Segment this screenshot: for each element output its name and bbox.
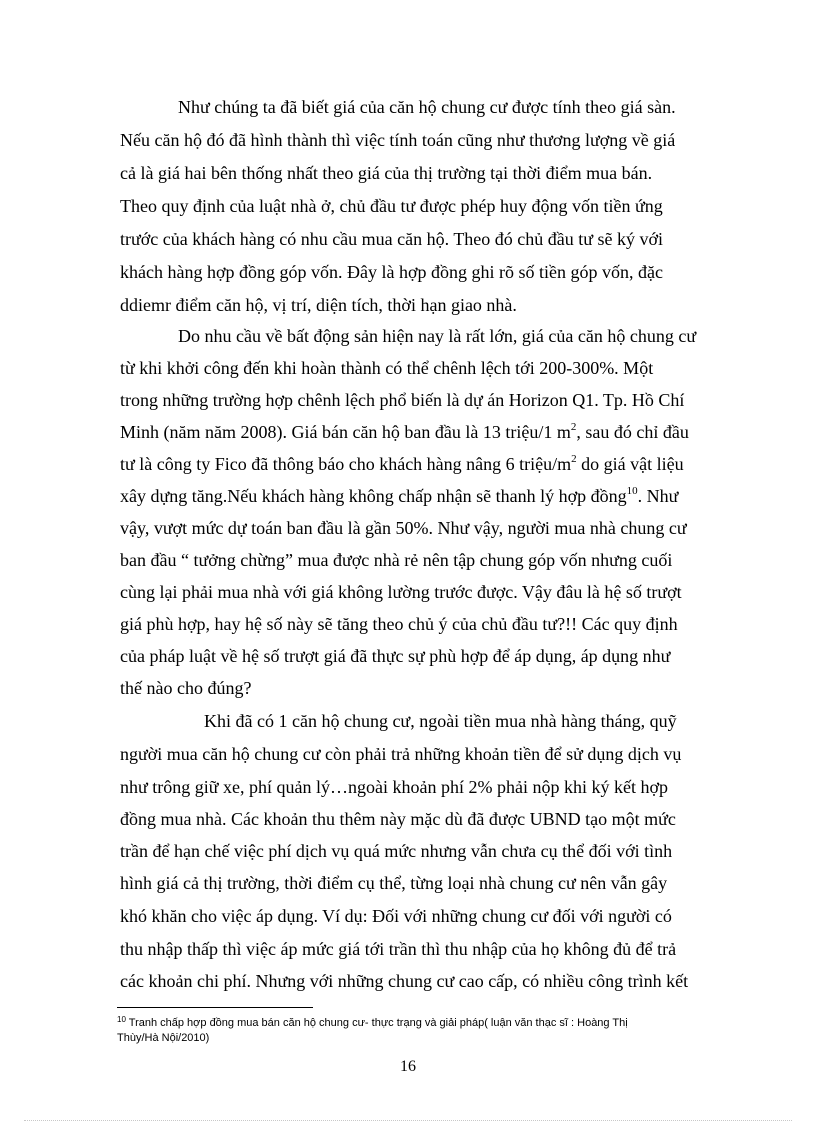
paragraph-1-line-5: trước của khách hàng có nhu cầu mua căn hộ. Theo đó chủ đầu tư sẽ ký với xyxy=(120,229,664,249)
footnote-separator xyxy=(117,1007,313,1008)
footnote xyxy=(117,1016,628,1030)
paragraph-3-line-7: khó khăn cho việc áp dụng. Ví dụ: Đối với những chung cư đối với người có xyxy=(120,906,672,926)
paragraph-3-line-5: trần để hạn chế việc phí dịch vụ quá mức nhưng vẫn chưa cụ thể đối với tình xyxy=(120,841,673,861)
paragraph-1-line-2: Nếu căn hộ đó đã hình thành thì việc tính toán cũng như thương lượng về giá xyxy=(120,130,676,150)
paragraph-3-line-4: đồng mua nhà. Các khoản thu thêm này mặc dù đã được UBND tạo một mức xyxy=(120,809,676,829)
paragraph-1-line-7: ddiemr điểm căn hộ, vị trí, diện tích, thời hạn giao nhà. xyxy=(120,295,517,315)
paragraph-2-line-12: thế nào cho đúng? xyxy=(120,678,252,698)
paragraph-3-line-2: người mua căn hộ chung cư còn phải trả những khoản tiền để sử dụng dịch vụ xyxy=(120,744,682,764)
superscript: 2 xyxy=(570,421,577,433)
paragraph-2-line-6: xây dựng tăng.Nếu khách hàng không chấp nhận sẽ thanh lý hợp đồng$^{10}$. Như xyxy=(120,485,679,506)
paragraph-1-line-1: Như chúng ta đã biết giá của căn hộ chung cư được tính theo giá sàn. xyxy=(178,97,676,117)
paragraph-3-line-1: Khi đã có 1 căn hộ chung cư, ngoài tiền mua nhà hàng tháng, quỹ xyxy=(204,711,677,731)
paragraph-3-line-6: hình giá cả thị trường, thời điểm cụ thể, từng loại nhà chung cư nên vẫn gây xyxy=(120,873,668,893)
footnote-reference[interactable]: 10 xyxy=(626,485,638,497)
paragraph-1-line-3: cả là giá hai bên thống nhất theo giá của thị trường tại thời điểm mua bán. xyxy=(120,163,653,183)
paragraph-1-line-4: Theo quy định của luật nhà ở, chủ đầu tư được phép huy động vốn tiền ứng xyxy=(120,196,663,216)
paragraph-2-line-3: trong những trường hợp chênh lệch phổ biến là dự án Horizon Q1. Tp. Hồ Chí xyxy=(120,390,685,410)
paragraph-2-line-1: Do nhu cầu về bất động sản hiện nay là rất lớn, giá của căn hộ chung cư xyxy=(178,326,697,346)
superscript: 2 xyxy=(571,453,577,465)
paragraph-3-line-9: các khoản chi phí. Nhưng với những chung cư cao cấp, có nhiều công trình kết xyxy=(120,971,689,991)
paragraph-2-line-9: cùng lại phải mua nhà với giá không lường trước được. Vậy đâu là hệ số trượt xyxy=(120,582,682,602)
footnote-marker: 10 xyxy=(117,1015,126,1024)
paragraph-2-line-10: giá phù hợp, hay hệ số này sẽ tăng theo chủ ý của chủ đầu tư?!! Các quy định xyxy=(120,614,678,634)
footnote-text-line-2: Thùy/Hà Nội/2010) xyxy=(117,1032,210,1044)
footnote-text-line-1: Tranh chấp hợp đồng mua bán căn hộ chung cư- thực trạng và giải pháp( luận văn thạc sĩ : Hoàng Thị xyxy=(128,1017,628,1029)
page-bottom-border xyxy=(24,1120,792,1121)
paragraph-2-line-7: vậy, vượt mức dự toán ban đầu là gần 50%. Như vậy, người mua nhà chung cư xyxy=(120,518,687,538)
paragraph-3-line-3: như trông giữ xe, phí quản lý…ngoài khoản phí 2% phải nộp khi ký kết hợp xyxy=(120,777,668,797)
paragraph-2-line-8: ban đầu “ tưởng chừng” mua được nhà rẻ nên tập chung góp vốn nhưng cuối xyxy=(120,550,673,570)
paragraph-1-line-6: khách hàng hợp đồng góp vốn. Đây là hợp đồng ghi rõ số tiền góp vốn, đặc xyxy=(120,262,663,282)
paragraph-2-line-5: tư là công ty Fico đã thông báo cho khách hàng nâng 6 triệu/$m^2$ do giá vật liệu xyxy=(120,453,684,474)
paragraph-3-line-8: thu nhập thấp thì việc áp mức giá tới trần thì thu nhập của họ không đủ để trả xyxy=(120,939,677,959)
paragraph-2-line-2: từ khi khởi công đến khi hoàn thành có thể chênh lệch tới 200-300%. Một xyxy=(120,358,654,378)
paragraph-2-line-11: của pháp luật về hệ số trượt giá đã thực sự phù hợp để áp dụng, áp dụng như xyxy=(120,646,671,666)
page-number: 16 xyxy=(400,1058,416,1075)
paragraph-2-line-4: Minh (năm năm 2008). Giá bán căn hộ ban đầu là 13 triệu/1 $m^2$, sau đó chỉ đầu xyxy=(120,421,689,442)
